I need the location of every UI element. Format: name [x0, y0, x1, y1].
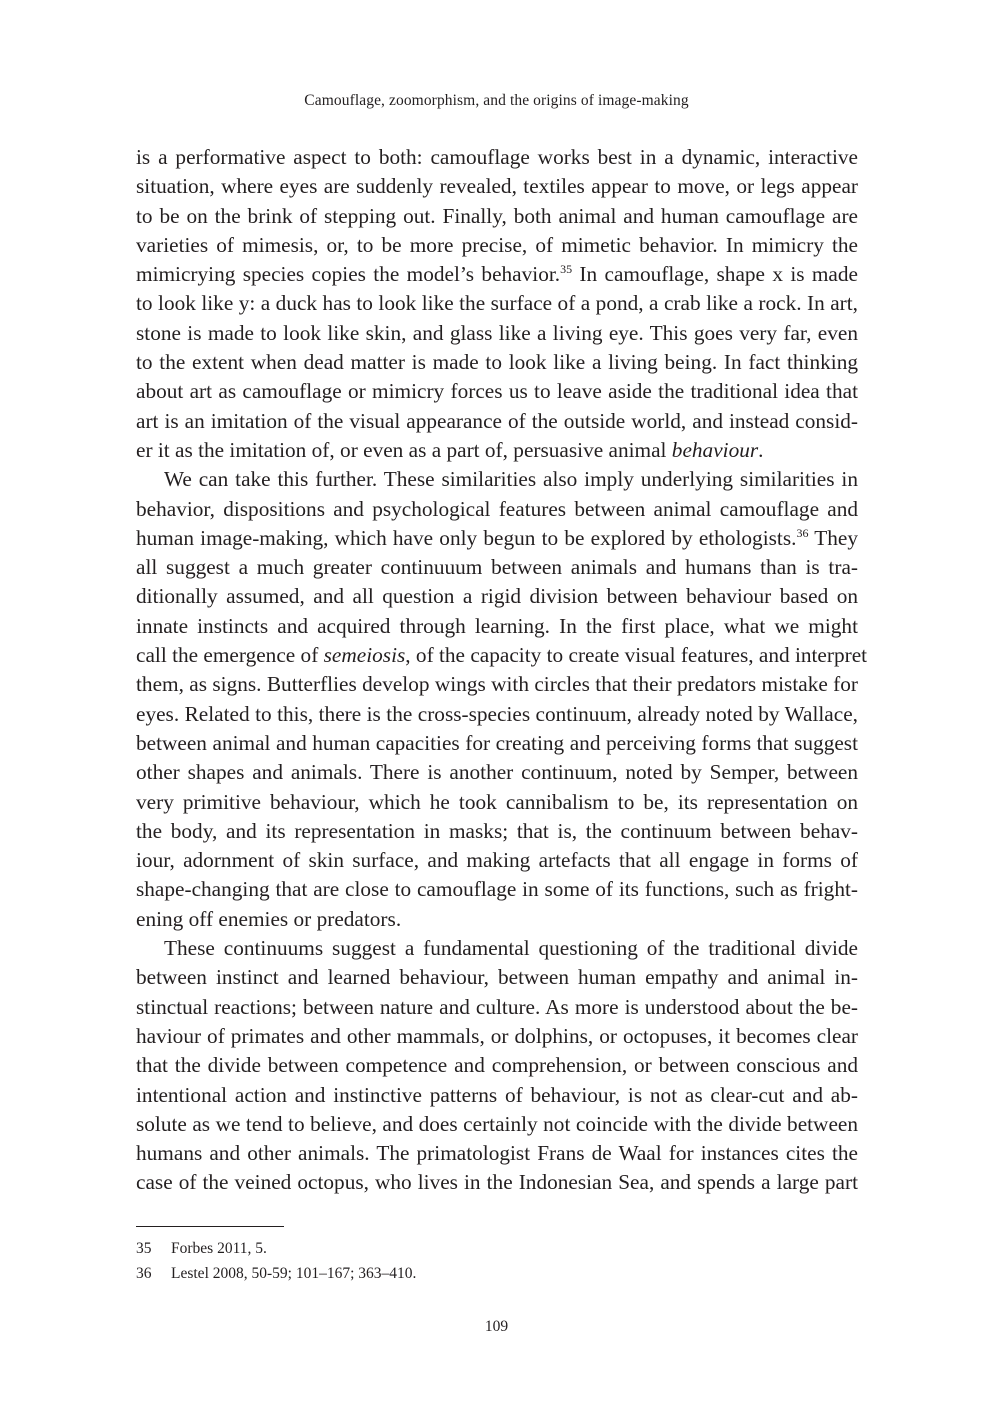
paragraph: [136, 143, 858, 465]
footnote-ref[interactable]: 36: [796, 525, 809, 540]
paragraph: [136, 465, 868, 934]
body-text: [136, 143, 868, 1198]
text-line: is a performative aspect to both: camouflage works best in a dynamic, interactive: [136, 145, 858, 169]
text-line: about art as camouflage or mimicry forces us to leave aside the traditional idea that: [136, 379, 858, 404]
text-line: call the emergence of semeiosis, of the capacity to create visual features, and interpret: [136, 643, 868, 668]
text-line: situation, where eyes are suddenly revealed, textiles appear to move, or legs appear: [136, 174, 858, 199]
text-line: that the divide between competence and comprehension, or between conscious and: [136, 1053, 858, 1078]
text-line: solute as we tend to believe, and does certainly not coincide with the divide between: [136, 1111, 858, 1136]
text-line: them, as signs. Butterflies develop wings with circles that their predators mistake for: [136, 672, 858, 697]
footnote-ref[interactable]: 35: [560, 262, 573, 277]
text-line: stone is made to look like skin, and glass like a living eye. This goes very far, even: [136, 320, 858, 345]
text-line: to be on the brink of stepping out. Finally, both animal and human camouflage are: [136, 203, 858, 228]
text-line: We can take this further. These similarities also imply underlying similarities in: [164, 467, 858, 492]
text-line: all suggest a much greater continuuum between animals and humans than is tra-: [136, 555, 858, 580]
footnote-number: 35: [136, 1240, 152, 1257]
footnote-rule: [136, 1226, 284, 1227]
footnote-number: 36: [136, 1264, 152, 1282]
footnote-text: Lestel 2008, 50-59; 101–167; 363–410.: [171, 1264, 417, 1282]
text-line: behavior, dispositions and psychological features between animal camouflage and: [136, 496, 858, 521]
text-line: case of the veined octopus, who lives in the Indonesian Sea, and spends a large part: [136, 1170, 858, 1195]
running-head: Camouflage, zoomorphism, and the origins of image-making: [304, 92, 689, 109]
text-line: varieties of mimesis, or, to be more precise, of mimetic behavior. In mimicry the: [136, 232, 858, 257]
italic-term: semeiosis: [323, 643, 406, 668]
paragraph: [136, 934, 858, 1198]
text-line: to look like y: a duck has to look like the surface of a pond, a crab like a rock. In art,: [136, 291, 858, 316]
italic-term: behaviour: [671, 437, 759, 462]
text-line: mimicrying species copies the model’s behavior.$^{35}$ In camouflage, shape x is made: [136, 262, 858, 287]
text-line: intentional action and instinctive patterns of behaviour, is not as clear-cut and ab-: [136, 1082, 858, 1107]
text-line: human image-making, which have only begun to be explored by ethologists.$^{36}$ They: [136, 525, 859, 550]
footnote: [136, 1237, 858, 1262]
text-line: humans and other animals. The primatologist Frans de Waal for instances cites the: [136, 1141, 858, 1166]
footnote: [136, 1262, 858, 1287]
page-number: 109: [484, 1318, 509, 1335]
text-line: stinctual reactions; between nature and culture. As more is understood about the be-: [136, 994, 858, 1019]
footnote-text: Forbes 2011, 5.: [171, 1240, 267, 1257]
text-line: er it as the imitation of, or even as a part of, persuasive animal behaviour.: [136, 437, 764, 462]
text-line: These continuums suggest a fundamental questioning of the traditional divide: [164, 936, 858, 961]
text-line: iour, adornment of skin surface, and making artefacts that all engage in forms of: [136, 848, 858, 873]
text-line: very primitive behaviour, which he took cannibalism to be, its representation on: [136, 789, 858, 814]
text-line: to the extent when dead matter is made to look like a living being. In fact thinking: [136, 350, 858, 375]
text-line: other shapes and animals. There is another continuum, noted by Semper, between: [136, 760, 858, 785]
text-line: eyes. Related to this, there is the cross-species continuum, already noted by Wallace,: [136, 701, 858, 726]
text-line: between animal and human capacities for creating and perceiving forms that suggest: [136, 730, 858, 755]
text-line: art is an imitation of the visual appearance of the outside world, and instead consid-: [136, 408, 858, 433]
text-line: haviour of primates and other mammals, or dolphins, or octopuses, it becomes clear: [136, 1023, 858, 1048]
footnotes: [136, 1237, 858, 1286]
text-line: ditionally assumed, and all question a rigid division between behaviour based on: [136, 584, 858, 609]
text-line: ening off enemies or predators.: [136, 906, 402, 931]
text-line: between instinct and learned behaviour, between human empathy and animal in-: [136, 965, 858, 990]
text-line: the body, and its representation in masks; that is, the continuum between behav-: [136, 818, 858, 843]
text-line: shape-changing that are close to camouflage in some of its functions, such as fright-: [136, 877, 858, 902]
text-line: innate instincts and acquired through learning. In the first place, what we might: [136, 613, 858, 638]
